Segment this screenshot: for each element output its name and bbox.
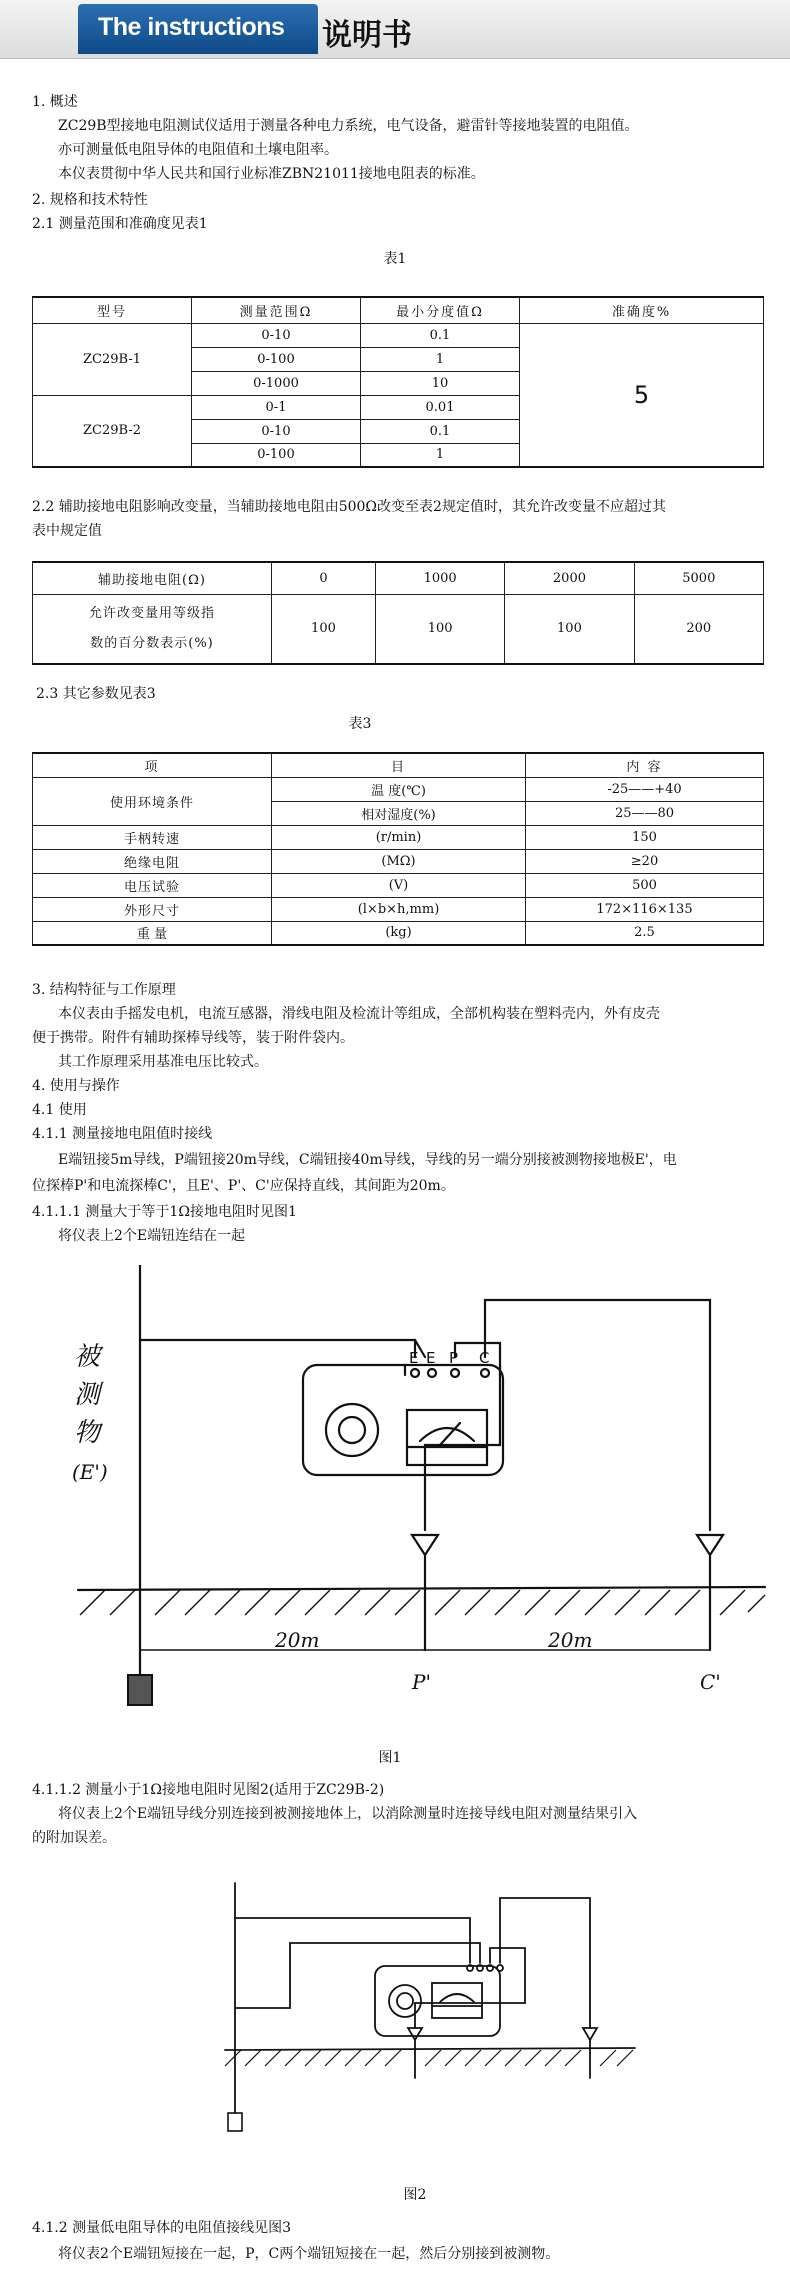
- sec411-p1: E端钮接5m导线，P端钮接20m导线，C端钮接40m导线，导线的另一端分别接被测物接地极E'，电: [58, 1152, 677, 1168]
- table3-cell: (V): [272, 873, 526, 897]
- sec4112-p1: 将仪表上2个E端钮导线分别连接到被测接地体上，以消除测量时连接导线电阻对测量结果引入: [58, 1806, 638, 1822]
- table3-caption: 表3: [348, 716, 372, 732]
- figure1-probe-p-label: P': [412, 1670, 431, 1694]
- sec23-heading: 2.3 其它参数见表3: [36, 686, 156, 702]
- table1-cell: 0-1: [192, 395, 361, 419]
- sec412-heading: 4.1.2 测量低电阻导体的电阻值接线见图3: [32, 2220, 291, 2236]
- table2-row-label: [33, 594, 272, 664]
- figure1-object-label: 被: [74, 1342, 101, 1372]
- table3-cell: (kg): [272, 921, 526, 945]
- table1-cell: 1: [361, 443, 520, 467]
- table1-cell: 1: [361, 347, 520, 371]
- figure1-object-label: 测: [74, 1380, 101, 1410]
- table1-header: 准确度%: [520, 297, 764, 323]
- table3-header: 项: [33, 753, 272, 777]
- sec41-heading: 4.1 使用: [32, 1102, 87, 1118]
- table3-env-label: 使用环境条件: [33, 777, 272, 825]
- table3-cell: ≥20: [526, 849, 764, 873]
- sec4112-p2: 的附加误差。: [32, 1830, 116, 1846]
- sec22-line2: 表中规定值: [32, 523, 102, 539]
- header-bar: [0, 0, 790, 59]
- table1-caption: 表1: [383, 251, 407, 267]
- tab-text: The instructions: [98, 13, 285, 41]
- table1-cell: 0-1000: [192, 371, 361, 395]
- sec3-p2: 其工作原理采用基准电压比较式。: [58, 1054, 268, 1070]
- sec3-p1a: 本仪表由手摇发电机，电流互感器，滑线电阻及检流计等组成，全部机构装在塑料壳内，外有皮壳: [58, 1006, 660, 1022]
- table2-value: 100: [375, 594, 504, 664]
- table3-cell: 150: [526, 825, 764, 849]
- table2-header-value: 1000: [375, 562, 504, 594]
- sec4112-heading: 4.1.1.2 测量小于1Ω接地电阻时见图2(适用于ZC29B-2): [32, 1782, 385, 1798]
- table3-cell: 500: [526, 873, 764, 897]
- figure1-caption: 图1: [378, 1750, 402, 1766]
- table1-accuracy: 5: [520, 323, 764, 467]
- sec22-line1: 2.2 辅助接地电阻影响改变量，当辅助接地电阻由500Ω改变至表2规定值时，其允许改变量不应超过其: [32, 499, 666, 515]
- table3-cell: 外形尺寸: [33, 897, 272, 921]
- table3-cell: 绝缘电阻: [33, 849, 272, 873]
- table2-header-value: 0: [272, 562, 376, 594]
- table1-cell: 0-10: [192, 419, 361, 443]
- table3-cell: -25——+40: [526, 777, 764, 801]
- table2: [32, 561, 764, 665]
- figure2-wiring-diagram: [195, 1878, 645, 2138]
- table1: [32, 296, 764, 468]
- figure1-probe-c-label: C': [700, 1670, 721, 1694]
- figure1-object-label: 物: [74, 1418, 101, 1448]
- sec412-p: 将仪表2个E端钮短接在一起，P，C两个端钮短接在一起，然后分别接到被测物。: [58, 2246, 560, 2262]
- table3-cell: 手柄转速: [33, 825, 272, 849]
- sec1-heading: 1. 概述: [32, 94, 78, 110]
- table1-header: 最小分度值Ω: [361, 297, 520, 323]
- sec21-heading: 2.1 测量范围和准确度见表1: [32, 216, 208, 232]
- table3-cell: 2.5: [526, 921, 764, 945]
- table1-cell: 0.1: [361, 323, 520, 347]
- sec4111-heading: 4.1.1.1 测量大于等于1Ω接地电阻时见图1: [32, 1204, 297, 1220]
- table3-cell: (r/min): [272, 825, 526, 849]
- sec411-heading: 4.1.1 测量接地电阻值时接线: [32, 1126, 213, 1142]
- table1-cell: 0-100: [192, 347, 361, 371]
- table2-row-label-line1: 允许改变量用等级指: [88, 605, 215, 621]
- table1-header: 型号: [33, 297, 192, 323]
- figure1-terminal-label: C: [479, 1349, 490, 1367]
- sec1-p3: 本仪表贯彻中华人民共和国行业标准ZBN21011接地电阻表的标准。: [58, 166, 485, 182]
- figure1-terminal-label: E: [409, 1349, 419, 1367]
- table1-cell: 0.1: [361, 419, 520, 443]
- table3-cell: 172×116×135: [526, 897, 764, 921]
- sec4-heading: 4. 使用与操作: [32, 1078, 120, 1094]
- table3-cell: 温 度(℃): [272, 777, 526, 801]
- table1-header: 测量范围Ω: [192, 297, 361, 323]
- page-title: 说明书: [322, 18, 412, 53]
- figure1-wiring-diagram: [60, 1265, 780, 1725]
- instructions-tab: [78, 4, 318, 54]
- sec2-heading: 2. 规格和技术特性: [32, 192, 148, 208]
- sec1-p2: 亦可测量低电阻导体的电阻值和土壤电阻率。: [58, 142, 338, 158]
- table3-header: 目: [272, 753, 526, 777]
- figure2-caption: 图2: [403, 2187, 427, 2203]
- sec3-heading: 3. 结构特征与工作原理: [32, 982, 176, 998]
- sec411-p2: 位探棒P'和电流探棒C'，且E'、P'、C'应保持直线，其间距为20m。: [32, 1178, 455, 1194]
- table3-cell: (MΩ): [272, 849, 526, 873]
- figure1-terminal-label: E: [426, 1349, 436, 1367]
- sec4111-p: 将仪表上2个E端钮连结在一起: [58, 1228, 246, 1244]
- table1-model: ZC29B-2: [33, 395, 192, 467]
- table1-cell: 0-10: [192, 323, 361, 347]
- sec1-p1: ZC29B型接地电阻测试仪适用于测量各种电力系统，电气设备，避雷针等接地装置的电阻值。: [58, 118, 639, 134]
- table2-header-label: 辅助接地电阻(Ω): [33, 562, 272, 594]
- table3-header: 内 容: [526, 753, 764, 777]
- table3-cell: 25——80: [526, 801, 764, 825]
- table3-cell: 重 量: [33, 921, 272, 945]
- table2-header-value: 2000: [505, 562, 634, 594]
- sec3-p1b: 便于携带。附件有辅助探棒导线等，装于附件袋内。: [32, 1030, 354, 1046]
- table3-cell: (l×b×h,mm): [272, 897, 526, 921]
- figure1-distance-label: 20m: [548, 1628, 593, 1652]
- figure1-distance-label: 20m: [275, 1628, 320, 1652]
- table3: [32, 752, 764, 946]
- table1-cell: 10: [361, 371, 520, 395]
- figure1-terminal-label: P: [449, 1349, 459, 1367]
- table2-header-value: 5000: [634, 562, 763, 594]
- table1-cell: 0-100: [192, 443, 361, 467]
- table2-value: 100: [505, 594, 634, 664]
- table3-cell: 相对湿度(%): [272, 801, 526, 825]
- table1-model: ZC29B-1: [33, 323, 192, 395]
- table2-value: 100: [272, 594, 376, 664]
- figure1-object-label: (E'): [72, 1460, 108, 1484]
- table2-value: 200: [634, 594, 763, 664]
- table1-cell: 0.01: [361, 395, 520, 419]
- table2-row-label-line2: 数的百分数表示(%): [90, 635, 214, 651]
- table3-cell: 电压试验: [33, 873, 272, 897]
